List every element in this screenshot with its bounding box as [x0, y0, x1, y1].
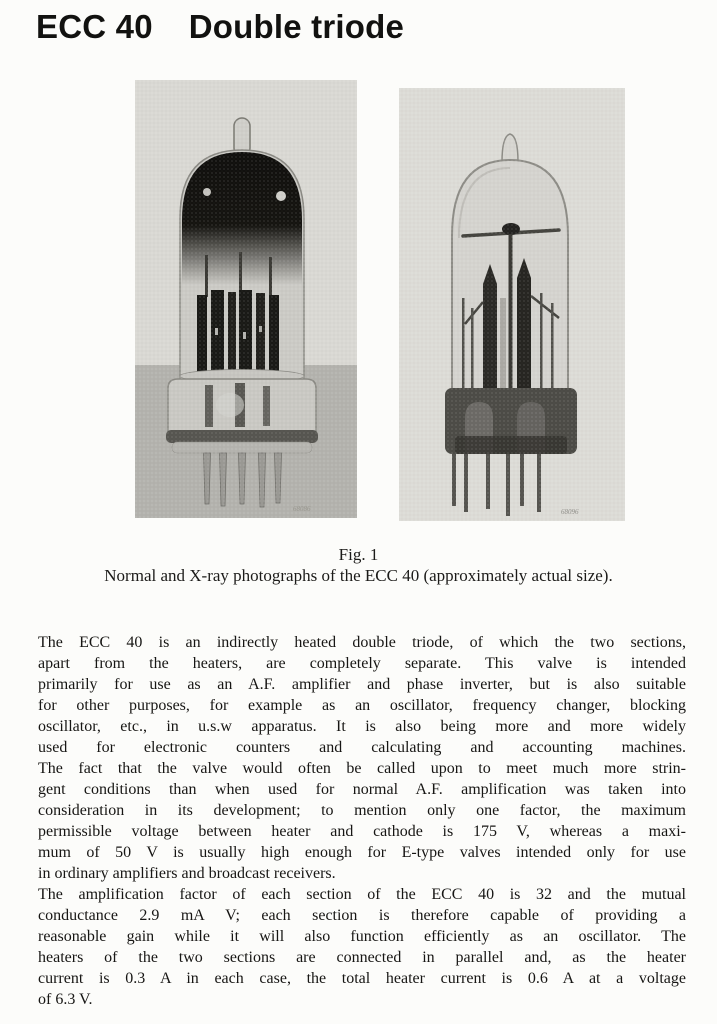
paragraph-1: [38, 632, 686, 884]
page-title: [36, 8, 404, 46]
text-line: of 6.3 V.: [38, 991, 93, 1008]
valve-type-label: Double triode: [188, 8, 405, 45]
halftone-texture: [399, 88, 625, 521]
xray-photograph: [399, 88, 625, 521]
text-line: apart from the heaters, are completely separate. This valve is intended: [38, 655, 686, 672]
text-line: permissible voltage between heater and cathode is 175 V, whereas a maxi-: [38, 823, 686, 840]
text-line: consideration in its development; to mention only one factor, the maximum: [38, 802, 686, 819]
text-line: oscillator, etc., in u.s.w apparatus. It is also being more and more widely: [38, 718, 686, 735]
text-line: heaters of the two sections are connected in parallel and, as the heater: [38, 949, 686, 966]
figure-1: [135, 80, 625, 521]
normal-photograph: [135, 80, 357, 518]
halftone-texture: [135, 80, 357, 518]
text-line: reasonable gain while it will also function efficiently as an oscillator. The: [38, 928, 686, 945]
text-line: primarily for use as an A.F. amplifier and phase inverter, but is also suitable: [38, 676, 686, 693]
figure-caption: [0, 544, 717, 586]
photo-mark: 68086: [293, 505, 311, 513]
text-line: in ordinary amplifiers and broadcast receivers.: [38, 865, 336, 882]
photo-mark: 68096: [561, 508, 579, 516]
text-line: conductance 2.9 mA V; each section is therefore capable of providing a: [38, 907, 686, 924]
text-line: gent conditions than when used for normal A.F. amplification was taken into: [38, 781, 686, 798]
valve-model: ECC 40: [36, 8, 153, 45]
text-line: The ECC 40 is an indirectly heated double triode, of which the two sections,: [38, 634, 686, 651]
figure-caption-text: Normal and X-ray photographs of the ECC 40 (approximately actual size).: [104, 566, 613, 585]
text-line: The amplification factor of each section of the ECC 40 is 32 and the mutual: [38, 886, 686, 903]
text-line: used for electronic counters and calculating and accounting machines.: [38, 739, 686, 756]
text-line: for other purposes, for example as an oscillator, frequency changer, blocking: [38, 697, 686, 714]
body-text: [38, 632, 686, 1010]
text-line: mum of 50 V is usually high enough for E-type valves intended only for use: [38, 844, 686, 861]
figure-caption-label: Fig. 1: [338, 545, 379, 564]
paragraph-2: [38, 884, 686, 1010]
text-line: The fact that the valve would often be called upon to meet much more strin-: [38, 760, 686, 777]
text-line: current is 0.3 A in each case, the total heater current is 0.6 A at a voltage: [38, 970, 686, 987]
